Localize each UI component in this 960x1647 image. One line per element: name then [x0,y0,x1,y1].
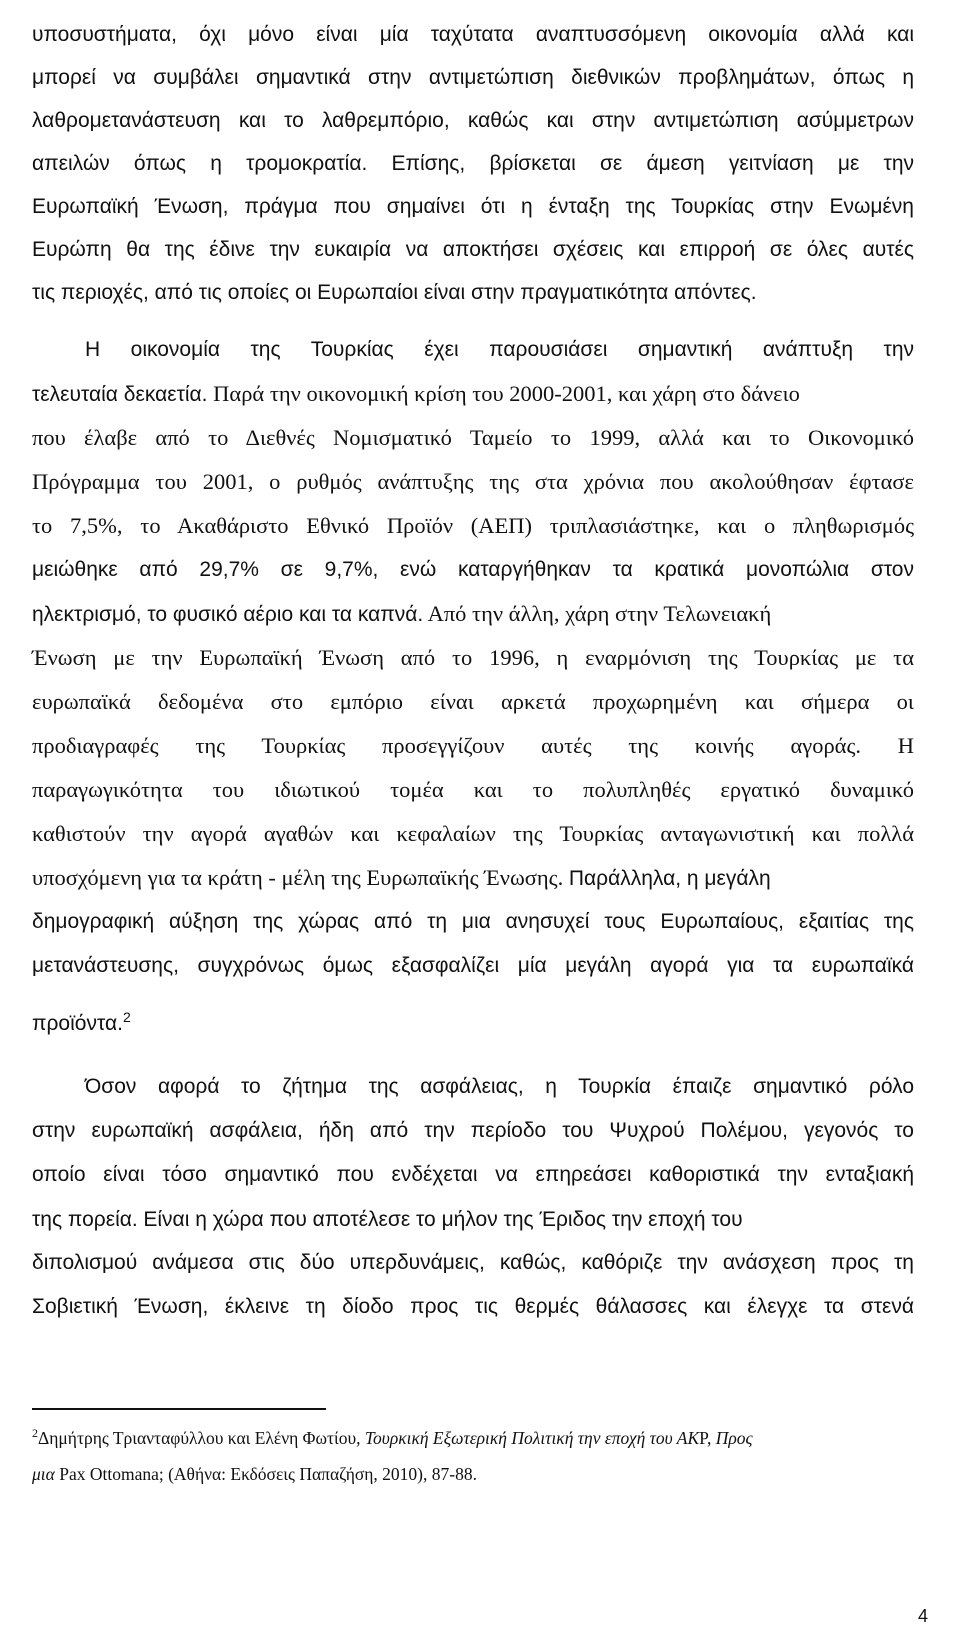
body-line: το 7,5%, το Ακαθάριστο Εθνικό Προϊόν (ΑΕΠ) τριπλασιάστηκε, και ο πληθωρισμός [32,513,914,538]
footnote-text: Ρ, [699,1428,716,1448]
footnote-book-title: Τουρκική Εξωτερική Πολιτική την εποχή του ΑΚ [364,1428,700,1448]
body-line: διπολισμού ανάμεσα στις δύο υπερδυνάμεις, καθώς, καθόριζε την ανάσχεση προς τη [32,1251,914,1274]
body-line: απειλών όπως η τρομοκρατία. Επίσης, βρίσκεται σε άμεση γειτνίαση με την [32,152,914,175]
footnote-authors: Δημήτρης Τριανταφύλλου και Ελένη Φωτίου, [38,1428,365,1448]
body-line: υποσυστήματα, όχι μόνο είναι μία ταχύτατα αναπτυσσόμενη οικονομία αλλά και [32,23,914,46]
footnote-text: Pax Ottomana; (Αθήνα: Εκδόσεις Παπαζήση, 2010), 87-88. [54,1464,477,1484]
page-number: 4 [917,1606,928,1626]
body-line: μετανάστευσης, συγχρόνως όμως εξασφαλίζει μία μεγάλη αγορά για τα ευρωπαϊκά [32,954,914,977]
body-line: μπορεί να συμβάλει σημαντικά στην αντιμετώπιση διεθνικών προβλημάτων, όπως η [32,66,914,89]
footnote-line [32,1460,914,1488]
body-line-mixed [32,599,914,629]
body-line: τις περιοχές, από τις οποίες οι Ευρωπαίοι είναι στην πραγματικότητα απόντες. [32,281,757,304]
body-line: Πρόγραμμα του 2001, ο ρυθμός ανάπτυξης της στα χρόνια που ακολούθησαν έφτασε [32,469,914,494]
body-line [32,1009,914,1039]
body-line-segment: προϊόντα. [32,1012,123,1035]
body-line: Ευρωπαϊκή Ένωση, πράγμα που σημαίνει ότι η ένταξη της Τουρκίας στην Ενωμένη [32,195,914,218]
body-line-mixed [32,863,914,893]
body-line: καθιστούν την αγορά αγαθών και κεφαλαίων της Τουρκίας ανταγωνιστική και πολλά [32,821,914,846]
body-line: στην ευρωπαϊκή ασφάλεια, ήδη από την περίοδο του Ψυχρού Πολέμου, γεγονός το [32,1119,914,1142]
body-line-mixed [32,1204,914,1234]
body-line: παραγωγικότητα του ιδιωτικού τομέα και το πολυπληθές εργατικό δυναμικό [32,777,914,802]
footnote-marker: 2 [32,1426,38,1441]
body-line-segment: τελευταία δεκαετία. [32,383,208,406]
body-line-segment: Παρά την οικονομική κρίση του 2000-2001, και χάρη στο δάνειο [213,381,800,406]
body-line: προδιαγραφές της Τουρκίας προσεγγίζουν αυτές της κοινής αγοράς. Η [32,733,914,758]
body-line-segment: υποσχόμενη για τα κράτη - μέλη της Ευρωπαϊκής Ένωσης. [32,865,564,890]
paragraph-first-line: Όσον αφορά το ζήτημα της ασφάλειας, η Τουρκία έπαιζε σημαντικό ρόλο [85,1075,914,1098]
footnote-separator [32,1408,326,1410]
body-line-segment: ηλεκτρισμό, το φυσικό αέριο και τα καπνά. [32,603,424,626]
footnote-line [32,1424,914,1452]
body-line-segment: Είναι η χώρα που αποτέλεσε το μήλον της Έριδος την εποχή του [143,1208,743,1231]
body-line-segment: Παράλληλα, η μεγάλη [568,867,771,890]
footnote-book-title: μια [32,1464,55,1484]
body-line: ευρωπαϊκά δεδομένα στο εμπόριο είναι αρκετά προχωρημένη και σήμερα οι [32,689,914,714]
paragraph-first-line: Η οικονομία της Τουρκίας έχει παρουσιάσει σημαντική ανάπτυξη την [85,338,914,361]
body-line-segment: Από την άλλη, χάρη στην Τελωνειακή [427,601,772,626]
body-line: μειώθηκε από 29,7% σε 9,7%, ενώ καταργήθηκαν τα κρατικά μονοπώλια στον [32,558,914,581]
body-line: που έλαβε από το Διεθνές Νομισματικό Ταμείο το 1999, αλλά και το Οικονομικό [32,425,914,450]
body-line: Ένωση με την Ευρωπαϊκή Ένωση από το 1996, η εναρμόνιση της Τουρκίας με τα [32,645,914,670]
body-line-segment: της πορεία. [32,1208,138,1231]
body-line: δημογραφική αύξηση της χώρας από τη μια ανησυχεί τους Ευρωπαίους, εξαιτίας της [32,910,914,933]
footnote-reference[interactable]: 2 [122,1009,131,1025]
body-line-mixed [32,379,914,409]
body-line: Ευρώπη θα της έδινε την ευκαιρία να αποκτήσει σχέσεις και επιρροή σε όλες αυτές [32,238,914,261]
body-line: Σοβιετική Ένωση, έκλεινε τη δίοδο προς τις θερμές θάλασσες και έλεγχε τα στενά [32,1295,914,1318]
body-line: λαθρομετανάστευση και το λαθρεμπόριο, καθώς και στην αντιμετώπιση ασύμμετρων [32,109,914,132]
footnote-book-title: Προς [715,1428,753,1448]
body-line: οποίο είναι τόσο σημαντικό που ενδέχεται να επηρεάσει καθοριστικά την ενταξιακή [32,1163,914,1186]
